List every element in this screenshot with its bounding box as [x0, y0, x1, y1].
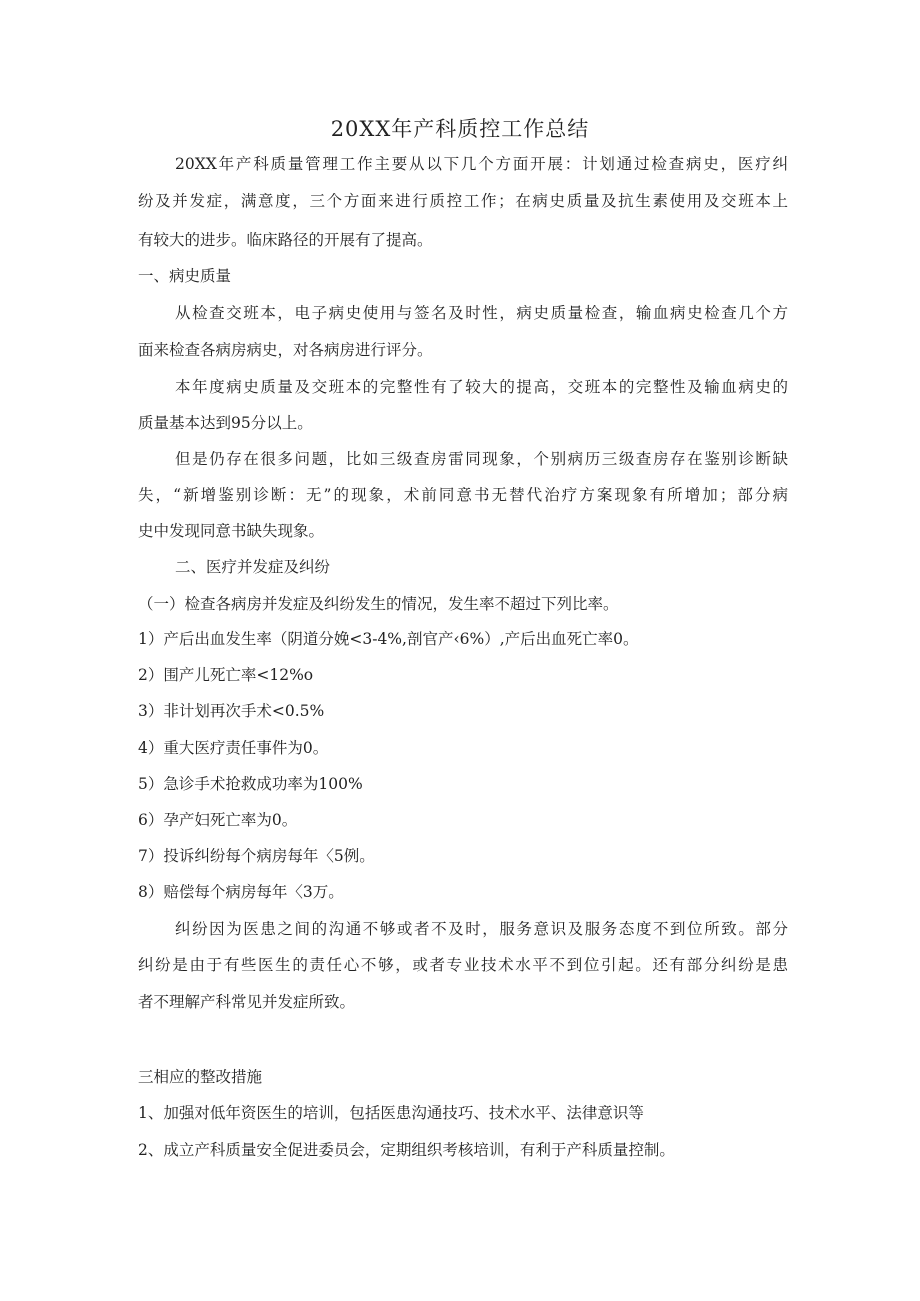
section1-para3-line-1: 但是仍存在很多问题，比如三级查房雷同现象，个别病历三级查房存在鉴别诊断缺 [175, 450, 788, 468]
intro-line-3: 有较大的进步。临床路径的开展有了提高。 [138, 231, 433, 249]
section1-para3-line-2: 失，“新增鉴别诊断：无”的现象，术前同意书无替代治疗方案现象有所增加；部分病 [138, 486, 788, 504]
section2-item-2: 2）围产儿死亡率<12%o [138, 666, 314, 684]
section2-item-7: 7）投诉纠纷每个病房每年〈5例。 [138, 847, 375, 865]
section3-item-2: 2、成立产科质量安全促进委员会，定期组织考核培训，有利于产科质量控制。 [138, 1141, 675, 1159]
section1-heading: 一、病史质量 [138, 267, 232, 285]
section2-item-5: 5）急诊手术抢救成功率为100% [138, 775, 363, 793]
intro-line-1: 20XX年产科质量管理工作主要从以下几个方面开展：计划通过检查病史，医疗纠 [175, 155, 788, 173]
section1-para2-line-1: 本年度病史质量及交班本的完整性有了较大的提高，交班本的完整性及输血病史的 [175, 378, 788, 396]
section1-para1-line-1: 从检查交班本，电子病史使用与签名及时性，病史质量检查，输血病史检查几个方 [175, 304, 788, 322]
section2-sub1: （一）检查各病房并发症及纠纷发生的情况，发生率不超过下列比率。 [138, 595, 619, 613]
section2-item-6: 6）孕产妇死亡率为0。 [138, 811, 298, 829]
section3-heading: 三相应的整改措施 [138, 1068, 263, 1086]
intro-line-2: 纷及并发症，满意度，三个方面来进行质控工作；在病史质量及抗生素使用及交班本上 [138, 192, 788, 210]
section1-para1-line-2: 面来检查各病房病史，对各病房进行评分。 [138, 341, 433, 359]
section2-para-line-2: 纠纷是由于有些医生的责任心不够，或者专业技术水平不到位引起。还有部分纠纷是患 [138, 956, 788, 974]
section1-para2-line-2: 质量基本达到95分以上。 [138, 414, 313, 432]
section2-item-8: 8）赔偿每个病房每年〈3万。 [138, 883, 344, 901]
section2-para-line-3: 者不理解产科常见并发症所致。 [138, 993, 356, 1011]
document-title: 20XX年产科质控工作总结 [330, 117, 590, 141]
section2-heading: 二、医疗并发症及纠纷 [175, 558, 331, 576]
section1-para3-line-3: 史中发现同意书缺失现象。 [138, 522, 325, 540]
section3-item-1: 1、加强对低年资医生的培训，包括医患沟通技巧、技术水平、法律意识等 [138, 1104, 644, 1122]
section2-item-1: 1）产后出血发生率（阴道分娩<3-4%,剖官产‹6%）,产后出血死亡率0。 [138, 630, 639, 648]
section2-para-line-1: 纠纷因为医患之间的沟通不够或者不及时，服务意识及服务态度不到位所致。部分 [175, 920, 788, 938]
section2-item-4: 4）重大医疗责任事件为0。 [138, 739, 329, 757]
section2-item-3: 3）非计划再次手术<0.5% [138, 702, 325, 720]
